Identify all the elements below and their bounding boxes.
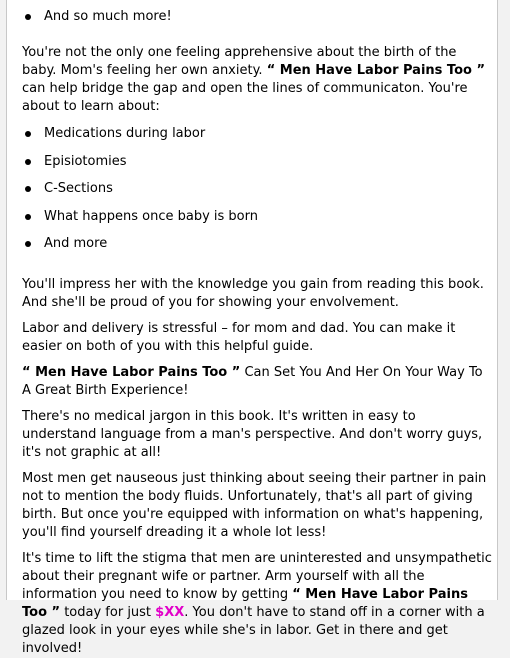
book-title: “ Men Have Labor Pains Too ” bbox=[22, 365, 241, 380]
nauseous-paragraph: Most men get nauseous just thinking about seeing their partner in pain not to mention the body fluids. Unfortunately, that's all part of giving birth. But once you're equipped with information on what's happening, you'll find yourself dreading it a whole lot less! bbox=[22, 471, 487, 540]
topics-list bbox=[22, 125, 492, 253]
list-item bbox=[22, 8, 492, 26]
list-item bbox=[22, 208, 492, 226]
final-paragraph bbox=[22, 550, 492, 658]
book-title: “ Men Have Labor Pains Too ” bbox=[22, 587, 468, 620]
sales-copy bbox=[22, 8, 492, 658]
intro-paragraph bbox=[22, 44, 492, 116]
list-item bbox=[22, 125, 492, 143]
final-text-1: It's time to lift the stigma that men are uninterested and unsympathetic about their pregnant wife or partner. Arm yourself with all the information you need to know by getting bbox=[22, 551, 492, 602]
list-item-label: And so much more! bbox=[44, 9, 172, 24]
page bbox=[6, 0, 498, 656]
impress-paragraph: You'll impress her with the knowledge you gain from reading this book. And she'll be proud of you for showing your envolvement. bbox=[22, 277, 484, 310]
final-text-3: . You don't have to stand off in a corner with a glazed look in your eyes while she's in labor. Get in there and get involved! bbox=[22, 605, 485, 656]
headline-paragraph bbox=[22, 364, 492, 400]
book-title: “ Men Have Labor Pains Too ” bbox=[266, 63, 486, 78]
bullet-icon bbox=[25, 159, 31, 165]
bullet-icon bbox=[25, 131, 31, 137]
list-item bbox=[22, 180, 492, 198]
jargon-paragraph: There's no medical jargon in this book. It's written in easy to understand language from a man's perspective. And don't worry guys, it's not graphic at all! bbox=[22, 409, 483, 460]
bullet-icon bbox=[25, 241, 31, 247]
list-item-label: C-Sections bbox=[44, 181, 113, 196]
price-label: $XX bbox=[155, 605, 185, 620]
bullet-icon bbox=[25, 186, 31, 192]
bullet-icon bbox=[25, 214, 31, 220]
headline-text: Can Set You And Her On Your Way To A Great Birth Experience! bbox=[22, 365, 483, 398]
list-item-label: What happens once baby is born bbox=[44, 208, 258, 224]
bullet-icon bbox=[25, 14, 31, 20]
final-text-2: today for just bbox=[60, 605, 156, 620]
list-item bbox=[22, 235, 492, 253]
stressful-paragraph: Labor and delivery is stressful – for mom and dad. You can make it easier on both of you with this helpful guide. bbox=[22, 321, 456, 354]
intro-text-1: You're not the only one feeling apprehensive about the birth of the baby. Mom's feeling her own anxiety. bbox=[22, 45, 457, 78]
list-item-label: Episiotomies bbox=[44, 153, 127, 169]
list-item bbox=[22, 153, 492, 171]
intro-text-2: can help bridge the gap and open the lines of communicaton. You're about to learn about: bbox=[22, 81, 468, 114]
list-item-label: And more bbox=[44, 236, 108, 251]
list-top bbox=[22, 8, 492, 26]
list-item-label: Medications during labor bbox=[44, 126, 206, 141]
